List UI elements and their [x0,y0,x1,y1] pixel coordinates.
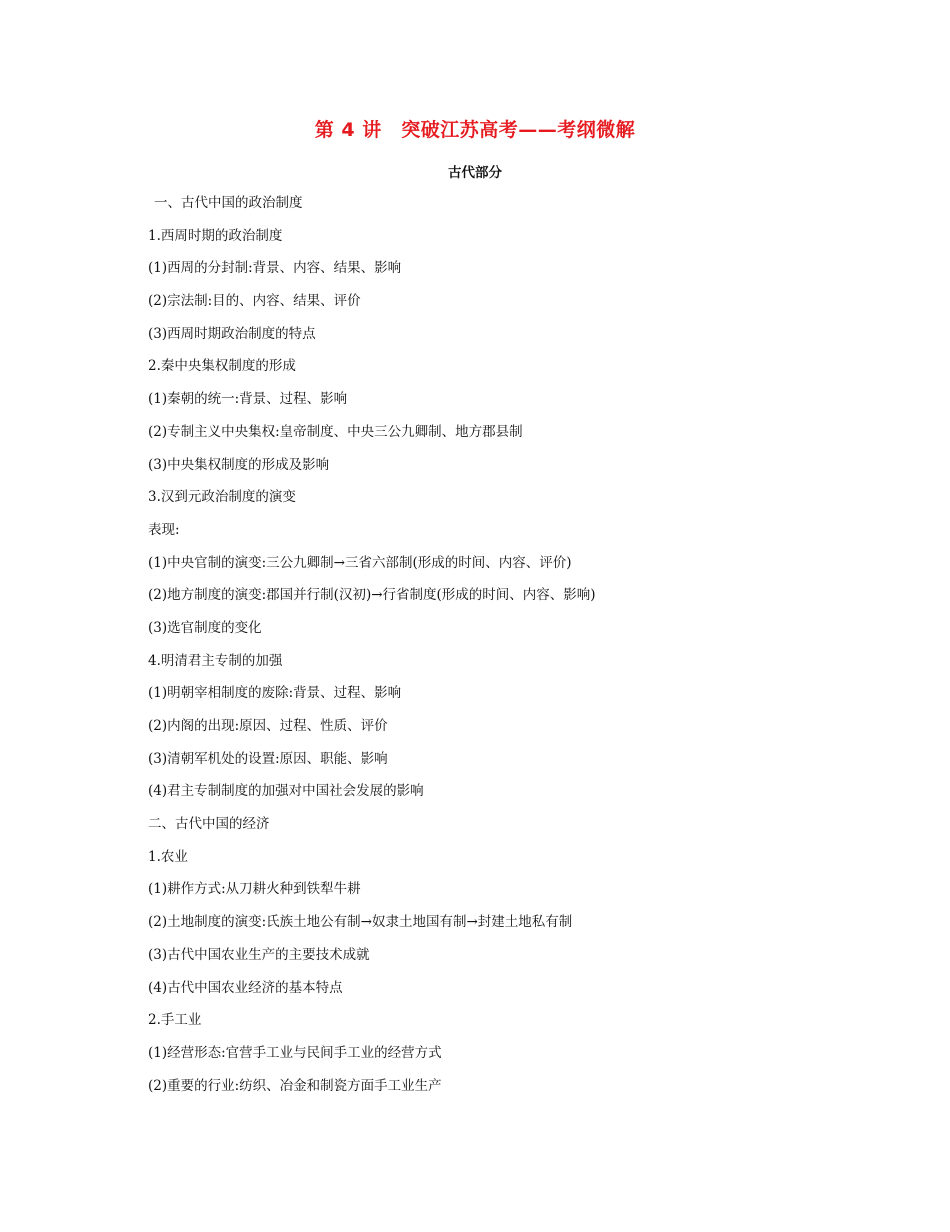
outline-item: (2)重要的行业:纺织、冶金和制瓷方面手工业生产 [148,1077,442,1094]
outline-item: (1)中央官制的演变:三公九卿制→三省六部制(形成的时间、内容、评价) [148,554,572,571]
outline-content [148,191,848,1106]
outline-item: (1)耕作方式:从刀耕火种到铁犁牛耕 [148,881,361,898]
heading-level-2: 1.西周时期的政治制度 [148,227,283,244]
heading-level-1: 一、古代中国的政治制度 [154,195,303,211]
heading-level-2: 3.汉到元政治制度的演变 [148,489,296,506]
outline-item: (4)君主专制制度的加强对中国社会发展的影响 [148,783,424,800]
outline-item: (4)古代中国农业经济的基本特点 [148,979,343,996]
heading-level-2: 2.秦中央集权制度的形成 [148,358,296,375]
heading-level-2: 4.明清君主专制的加强 [148,652,283,669]
outline-item: (3)中央集权制度的形成及影响 [148,456,330,473]
section-subtitle: 古代部分 [448,165,502,181]
outline-item: (3)选官制度的变化 [148,619,262,636]
lecture-title: 第 4 讲 突破江苏高考——考纲微解 [314,119,636,141]
outline-item: (2)宗法制:目的、内容、结果、评价 [148,293,361,310]
heading-level-2: 2.手工业 [148,1012,202,1029]
outline-item: (2)土地制度的演变:氏族土地公有制→奴隶土地国有制→封建土地私有制 [148,914,573,931]
outline-item: (3)古代中国农业生产的主要技术成就 [148,946,370,963]
heading-level-1: 二、古代中国的经济 [148,816,270,833]
outline-item: (3)清朝军机处的设置:原因、职能、影响 [148,750,388,767]
heading-level-2: 1.农业 [148,848,188,865]
outline-item: (3)西周时期政治制度的特点 [148,325,316,342]
outline-item: (1)西周的分封制:背景、内容、结果、影响 [148,260,402,277]
outline-item: (2)专制主义中央集权:皇帝制度、中央三公九卿制、地方郡县制 [148,423,523,440]
outline-item: (1)经营形态:官营手工业与民间手工业的经营方式 [148,1044,442,1061]
outline-item: (1)秦朝的统一:背景、过程、影响 [148,391,348,408]
outline-item: (2)内阁的出现:原因、过程、性质、评价 [148,718,388,734]
outline-item: (1)明朝宰相制度的废除:背景、过程、影响 [148,685,402,702]
outline-label: 表现: [148,521,180,538]
outline-item: (2)地方制度的演变:郡国并行制(汉初)→行省制度(形成的时间、内容、影响) [148,587,596,604]
